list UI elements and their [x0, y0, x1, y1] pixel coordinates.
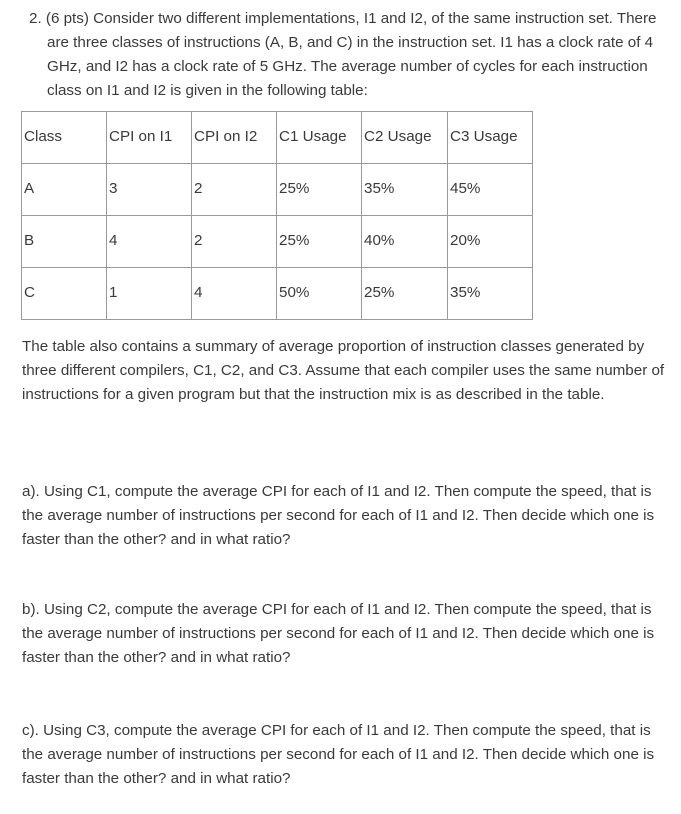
table-cell: 45% — [448, 164, 533, 216]
table-cell: 35% — [448, 268, 533, 320]
header-c3-usage: C3 Usage — [448, 112, 533, 164]
table-cell: B — [22, 216, 107, 268]
table-cell: A — [22, 164, 107, 216]
part-b-text: b). Using C2, compute the average CPI for each of I1 and I2. Then compute the speed, that is the average number of instructions per second for each of I1 and I2. Then decide which one is faster than the other? and in what ratio? — [22, 601, 655, 666]
table-cell: 2 — [192, 164, 277, 216]
table-cell: 50% — [277, 268, 362, 320]
header-c2-usage: C2 Usage — [362, 112, 448, 164]
part-c-text: c). Using C3, compute the average CPI for each of I1 and I2. Then compute the speed, that is the average number of instructions per second for each of I1 and I2. Then decide which one is faster than the other? and in what ratio? — [22, 722, 655, 787]
table-cell: 20% — [448, 216, 533, 268]
table-cell: 35% — [362, 164, 448, 216]
header-c1-usage: C1 Usage — [277, 112, 362, 164]
table-cell: C — [22, 268, 107, 320]
part-a-text: a). Using C1, compute the average CPI for each of I1 and I2. Then compute the speed, that is the average number of instructions per second for each of I1 and I2. Then decide which one is faster than the other? and in what ratio? — [22, 483, 655, 548]
table-cell: 2 — [192, 216, 277, 268]
table-cell: 25% — [362, 268, 448, 320]
table-cell: 40% — [362, 216, 448, 268]
table-cell: 1 — [107, 268, 192, 320]
header-class: Class — [22, 112, 107, 164]
header-cpi-i2: CPI on I2 — [192, 112, 277, 164]
table-cell: 4 — [192, 268, 277, 320]
table-cell: 25% — [277, 216, 362, 268]
cpi-table — [21, 111, 533, 320]
table-header-row — [22, 112, 533, 164]
header-cpi-i1: CPI on I1 — [107, 112, 192, 164]
table-row — [22, 268, 533, 320]
table-cell: 4 — [107, 216, 192, 268]
table-cell: 3 — [107, 164, 192, 216]
table-row — [22, 164, 533, 216]
summary-text: The table also contains a summary of average proportion of instruction classes generated by three different compilers, C1, C2, and C3. Assume that each compiler uses the same number of instructions for a given program but that the instruction mix is as described in the table. — [22, 338, 665, 403]
table-row — [22, 216, 533, 268]
question-text: 2. (6 pts) Consider two different implementations, I1 and I2, of the same instruction set. There are three classes of instructions (A, B, and C) in the instruction set. I1 has a clock rate of 4 GHz, and I2 has a clock rate of 5 GHz. The average number of cycles for each instruction class on I1 and I2 is given in the following table: — [29, 10, 657, 99]
table-cell: 25% — [277, 164, 362, 216]
